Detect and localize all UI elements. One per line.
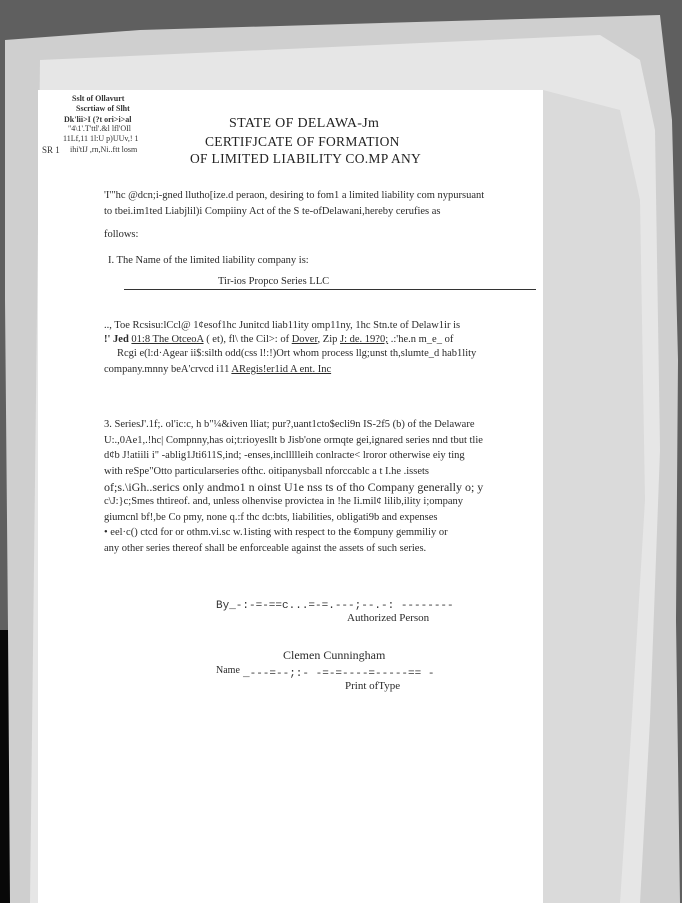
section-2-line-3: Rcgi e(l:d·Agear ii$:silth odd(css l!:!)Ort whom process llg;unst th,slumte_d hab1lity <box>117 348 477 359</box>
company-name-underline <box>124 289 536 290</box>
title-line-2: CERTIFJCATE OF FORMATION <box>205 134 400 149</box>
authorized-person-caption: Authorized Person <box>347 612 430 624</box>
name-label: Name <box>216 665 240 676</box>
section-2-line-4: company.mnny beA'crvcd i11 ARegis!er1id A ent. Inc <box>104 364 332 375</box>
section-3-line-1: 3. SeriesJ'.1f;. ol'ic:c, h b"¼&iven lliat; pur?,uant1cto$ecli9n IS-2f5 (b) of the Delaware <box>104 419 475 430</box>
stamp-sr-number: SR 1 <box>42 145 60 155</box>
company-name: Tir-ios Propco Series LLC <box>218 276 330 287</box>
section-3-line-7: giumcnl bf!,be Co pmy, none q.:f thc dc:bts, liabilities, obligati9b and expenses <box>104 512 438 523</box>
intro-line-3: follows: <box>104 229 139 240</box>
by-signature-line: By_-:-=-==c...=-=.---;--.-: -------- <box>216 600 454 612</box>
intro-line-1: 'I'"hc @dcn;i-gned llutho[ize.d peraon, desiring to fom1 a limited liability com nypursuant <box>104 190 485 201</box>
section-3-line-4: with reSpe"Otto particularseries ofthc. oitipanysball nforccablc a t I.he .issets <box>104 466 430 477</box>
section-3-line-8: • eel·c() ctcd for or othm.vi.sc w.1isting with respect to the €ompuny gemmiliy or <box>104 527 448 538</box>
print-or-type-caption: Print ofType <box>345 680 401 692</box>
signer-name: Clemen Cunningham <box>283 648 386 662</box>
stamp-line-3: Dk'lii>I (?t ori>i>al <box>64 115 132 124</box>
section-3-line-5: of;s.\iGh..serics only andmo1 n oinst U1e nss ts of tho Company generally o; y <box>104 480 484 494</box>
stamp-line-1: Sslt of Ollavurt <box>72 94 125 103</box>
title-line-3: OF LIMITED LIABILITY CO.MP ANY <box>190 151 422 166</box>
section-1-label: I. The Name of the limited liability company is: <box>108 255 309 266</box>
section-2-line-2: !' Jed 01:8 The OtceoA ( et), fl\ the Cil>: of Dover, Zip J: de. 19?0; .:'he.n m_e_ of <box>104 334 454 345</box>
intro-line-2: to tbei.im1ted Liabjlil)i Compiiny Act of the S te-ofDelawani,hereby cerufies as <box>104 206 441 217</box>
stamp-line-4: "4\1'.T'ttl'.&l lfl'OIl <box>68 124 132 133</box>
section-2-line-1: .., Toe Rcsisu:lCcl@ 1¢esof1hc Junitcd liab11ity omp11ny, 1hc Stn.te of Delaw1ir is <box>104 320 461 331</box>
title-line-1: STATE OF DELAWA-Jm <box>229 116 380 131</box>
section-3-line-9: any other series thereof shall be enforceable against the assets of such series. <box>104 543 427 554</box>
section-3-line-3: d¢b J!atiili i" -ablig1Jti611S,ind; -enses,incllllleih conlracte< lroror otherwise eiy ting <box>104 450 465 461</box>
stamp-line-2: Sscrtiaw of Slht <box>76 104 130 113</box>
name-line: _---=--;:- -=-=----=-----== - <box>243 668 435 680</box>
section-3-line-2: U:.,0Ae1,.!hc| Compnny,has oi;t:rioyesllt b Jisb'one ormqte gei,ignared series nnd tbut tlie <box>104 435 483 446</box>
stamp-line-5: 11Lf,11 1l:U p)UUv,! 1 <box>63 134 139 143</box>
stamp-line-6: ihi'tIJ ,rn,Ni..ftt losm <box>70 145 138 154</box>
section-3-line-6: c\J:}c;Smes thtireof. and, unless olhenvise provictea in !he Ii.mil¢ lilib,ility i;ompany <box>104 496 464 507</box>
